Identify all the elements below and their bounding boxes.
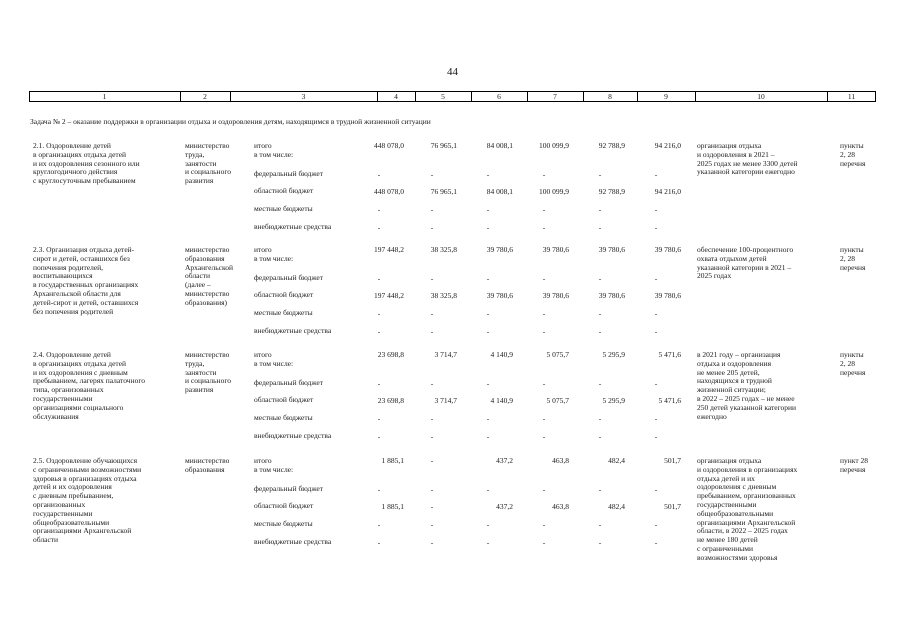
amount-local: - xyxy=(598,205,602,214)
amount-extra: - xyxy=(486,223,490,232)
amount-federal: - xyxy=(598,170,602,179)
amount-regional: 39 780,6 xyxy=(486,291,513,300)
amount-extra: - xyxy=(598,223,602,232)
activity-name: 2.1. Оздоровление детей в организациях отдыха детей и их оздоровления сезонного или круглогодичного действия с круглосуточным пребыванием xyxy=(33,141,140,186)
amount-local: - xyxy=(486,520,490,529)
amount-local: - xyxy=(430,520,434,529)
amount-regional: 39 780,6 xyxy=(542,291,569,300)
amount-federal: - xyxy=(598,379,602,388)
amount-total: 501,7 xyxy=(664,456,681,465)
amount-local: - xyxy=(598,520,602,529)
amount-regional: 482,4 xyxy=(608,502,625,511)
amount-extra: - xyxy=(486,327,490,336)
amount-local: - xyxy=(486,309,490,318)
amount-extra: - xyxy=(377,432,381,441)
amount-regional: 448 078,0 xyxy=(374,187,404,196)
amount-local: - xyxy=(486,414,490,423)
amount-extra: - xyxy=(542,327,546,336)
amount-extra: - xyxy=(654,432,658,441)
amount-regional: 100 099,9 xyxy=(539,187,569,196)
amount-extra: - xyxy=(654,538,658,547)
expected-result: обеспечение 100-процентного охвата отдыхом детей указанной категории в 2021 – 2025 годах xyxy=(697,245,794,281)
responsible-executor: министерство образования xyxy=(185,456,230,474)
amount-total: 5 295,9 xyxy=(602,350,625,359)
amount-extra: - xyxy=(430,432,434,441)
responsible-executor: министерство образования Архангельской области (далее – министерство образования) xyxy=(185,245,233,307)
amount-regional: 76 965,1 xyxy=(430,187,457,196)
amount-regional: - xyxy=(430,502,434,511)
amount-local: - xyxy=(486,205,490,214)
amount-total: 39 780,6 xyxy=(598,245,625,254)
funding-source-label: внебюджетные средства xyxy=(254,326,332,335)
amount-federal: - xyxy=(377,170,381,179)
amount-local: - xyxy=(377,414,381,423)
amount-federal: - xyxy=(542,379,546,388)
amount-total: 5 075,7 xyxy=(546,350,569,359)
funding-source-label: итого в том числе: xyxy=(254,141,294,159)
expected-result: в 2021 году – организация отдыха и оздоровления не менее 205 детей, находящихся в трудной жизненной ситуации; в 2022 – 2025 годах – не менее 250 детей указанной категории ежегодно xyxy=(697,350,797,421)
amount-federal: - xyxy=(486,274,490,283)
reference-points: пункты 2, 28 перечня xyxy=(840,141,866,168)
amount-total: 100 099,9 xyxy=(539,141,569,150)
amount-local: - xyxy=(598,309,602,318)
column-header-8: 8 xyxy=(583,92,638,101)
column-header-11: 11 xyxy=(847,92,856,101)
amount-federal: - xyxy=(377,379,381,388)
column-header-9: 9 xyxy=(637,92,696,101)
amount-extra: - xyxy=(542,223,546,232)
amount-regional: 4 140,9 xyxy=(490,396,513,405)
funding-source-label: внебюджетные средства xyxy=(254,222,332,231)
amount-federal: - xyxy=(654,379,658,388)
amount-federal: - xyxy=(377,485,381,494)
funding-source-label: областной бюджет xyxy=(254,186,314,195)
amount-regional: 5 075,7 xyxy=(546,396,569,405)
amount-extra: - xyxy=(486,538,490,547)
funding-source-label: внебюджетные средства xyxy=(254,537,332,546)
amount-total: 94 216,0 xyxy=(654,141,681,150)
amount-regional: 3 714,7 xyxy=(434,396,457,405)
column-header-7: 7 xyxy=(527,92,584,101)
amount-regional: 437,2 xyxy=(496,502,513,511)
amount-total: 38 325,8 xyxy=(430,245,457,254)
activity-name: 2.5. Оздоровление обучающихся с ограниченными возможностями здоровья в организациях отдыха детей и их оздоровления с дневным пребыванием, организованных государственными общеобразовательными организациями Архангельской области xyxy=(33,456,142,545)
responsible-executor: министерство труда, занятости и социального развития xyxy=(185,141,231,186)
column-header-1: 1 xyxy=(29,92,181,101)
amount-federal: - xyxy=(542,274,546,283)
amount-federal: - xyxy=(430,170,434,179)
expected-result: организация отдыха и оздоровления в организациях отдыха детей и их оздоровления с дневным пребыванием, организованных государственными общеобразовательными организациями Архангельской области, в 2022 – 2025 годах не менее 180 детей с ограниченными возможностями здоровья xyxy=(697,456,798,562)
page-number: 44 xyxy=(447,66,458,78)
funding-source-label: итого в том числе: xyxy=(254,245,294,263)
amount-federal: - xyxy=(654,170,658,179)
amount-regional: 94 216,0 xyxy=(654,187,681,196)
amount-federal: - xyxy=(430,379,434,388)
funding-source-label: федеральный бюджет xyxy=(254,378,324,387)
amount-extra: - xyxy=(430,327,434,336)
column-header-5: 5 xyxy=(415,92,472,101)
amount-extra: - xyxy=(598,327,602,336)
amount-extra: - xyxy=(598,538,602,547)
amount-federal: - xyxy=(377,274,381,283)
funding-source-label: федеральный бюджет xyxy=(254,169,324,178)
amount-local: - xyxy=(654,520,658,529)
amount-federal: - xyxy=(598,274,602,283)
column-header-6: 6 xyxy=(471,92,528,101)
amount-extra: - xyxy=(486,432,490,441)
amount-total: 5 471,6 xyxy=(658,350,681,359)
amount-local: - xyxy=(654,414,658,423)
amount-local: - xyxy=(542,520,546,529)
amount-extra: - xyxy=(542,432,546,441)
amount-extra: - xyxy=(377,538,381,547)
amount-regional: 5 471,6 xyxy=(658,396,681,405)
funding-source-label: областной бюджет xyxy=(254,501,314,510)
amount-total: 197 448,2 xyxy=(374,245,404,254)
funding-source-label: федеральный бюджет xyxy=(254,484,324,493)
amount-extra: - xyxy=(377,223,381,232)
amount-federal: - xyxy=(486,170,490,179)
amount-total: 23 698,8 xyxy=(377,350,404,359)
column-header-2: 2 xyxy=(180,92,231,101)
funding-source-label: итого в том числе: xyxy=(254,456,294,474)
amount-extra: - xyxy=(430,538,434,547)
responsible-executor: министерство труда, занятости и социального развития xyxy=(185,350,231,395)
amount-total: - xyxy=(430,456,434,465)
amount-regional: 5 295,9 xyxy=(602,396,625,405)
amount-local: - xyxy=(377,205,381,214)
amount-local: - xyxy=(654,205,658,214)
amount-regional: 197 448,2 xyxy=(374,291,404,300)
column-header-4: 4 xyxy=(377,92,416,101)
activity-name: 2.4. Оздоровление детей в организациях отдыха детей и их оздоровления с дневным пребыванием, лагерях палаточного типа, организованных государственными организациями социального обслуживания xyxy=(33,350,145,421)
funding-source-label: местные бюджеты xyxy=(254,413,313,422)
reference-points: пункт 28 перечня xyxy=(840,456,868,474)
amount-regional: 1 885,1 xyxy=(381,502,404,511)
amount-local: - xyxy=(654,309,658,318)
column-header-row xyxy=(29,91,876,102)
task-title: Задача № 2 – оказание поддержки в организации отдыха и оздоровления детям, находящимся в трудной жизненной ситуации xyxy=(30,117,431,126)
amount-total: 39 780,6 xyxy=(542,245,569,254)
funding-source-label: областной бюджет xyxy=(254,395,314,404)
amount-local: - xyxy=(430,414,434,423)
column-header-3: 3 xyxy=(230,92,378,101)
amount-total: 3 714,7 xyxy=(434,350,457,359)
amount-federal: - xyxy=(430,485,434,494)
activity-name: 2.3. Организация отдыха детей- сирот и детей, оставшихся без попечения родителей, воспитывающихся в государственных организациях Архангельской области для детей-сирот и детей, оставшихся без попечения родителей xyxy=(33,245,139,316)
amount-local: - xyxy=(377,309,381,318)
amount-extra: - xyxy=(654,223,658,232)
amount-local: - xyxy=(430,205,434,214)
amount-total: 39 780,6 xyxy=(486,245,513,254)
amount-local: - xyxy=(542,309,546,318)
amount-extra: - xyxy=(430,223,434,232)
amount-regional: 39 780,6 xyxy=(654,291,681,300)
amount-regional: 92 788,9 xyxy=(598,187,625,196)
amount-total: 448 078,0 xyxy=(374,141,404,150)
amount-local: - xyxy=(430,309,434,318)
amount-regional: 84 008,1 xyxy=(486,187,513,196)
amount-regional: 39 780,6 xyxy=(598,291,625,300)
expected-result: организация отдыха и оздоровления в 2021 – 2025 годах не менее 3300 детей указанной категории ежегодно xyxy=(697,141,798,177)
amount-extra: - xyxy=(377,327,381,336)
amount-regional: 23 698,8 xyxy=(377,396,404,405)
reference-points: пункты 2, 28 перечня xyxy=(840,245,866,272)
funding-source-label: внебюджетные средства xyxy=(254,431,332,440)
amount-federal: - xyxy=(654,485,658,494)
funding-source-label: местные бюджеты xyxy=(254,519,313,528)
funding-source-label: местные бюджеты xyxy=(254,308,313,317)
amount-local: - xyxy=(377,520,381,529)
funding-source-label: итого в том числе: xyxy=(254,350,294,368)
amount-extra: - xyxy=(542,538,546,547)
amount-total: 482,4 xyxy=(608,456,625,465)
amount-regional: 38 325,8 xyxy=(430,291,457,300)
amount-local: - xyxy=(542,414,546,423)
amount-extra: - xyxy=(654,327,658,336)
amount-federal: - xyxy=(486,379,490,388)
funding-source-label: областной бюджет xyxy=(254,290,314,299)
amount-federal: - xyxy=(542,485,546,494)
amount-federal: - xyxy=(486,485,490,494)
amount-total: 1 885,1 xyxy=(381,456,404,465)
column-header-10: 10 xyxy=(695,92,828,101)
amount-local: - xyxy=(542,205,546,214)
amount-total: 463,8 xyxy=(552,456,569,465)
amount-federal: - xyxy=(430,274,434,283)
amount-total: 4 140,9 xyxy=(490,350,513,359)
amount-federal: - xyxy=(654,274,658,283)
amount-total: 76 965,1 xyxy=(430,141,457,150)
amount-total: 437,2 xyxy=(496,456,513,465)
reference-points: пункты 2, 28 перечня xyxy=(840,350,866,377)
amount-total: 92 788,9 xyxy=(598,141,625,150)
amount-extra: - xyxy=(598,432,602,441)
amount-federal: - xyxy=(598,485,602,494)
amount-total: 84 008,1 xyxy=(486,141,513,150)
funding-source-label: федеральный бюджет xyxy=(254,273,324,282)
amount-regional: 501,7 xyxy=(664,502,681,511)
amount-local: - xyxy=(598,414,602,423)
funding-source-label: местные бюджеты xyxy=(254,204,313,213)
amount-total: 39 780,6 xyxy=(654,245,681,254)
amount-federal: - xyxy=(542,170,546,179)
amount-regional: 463,8 xyxy=(552,502,569,511)
